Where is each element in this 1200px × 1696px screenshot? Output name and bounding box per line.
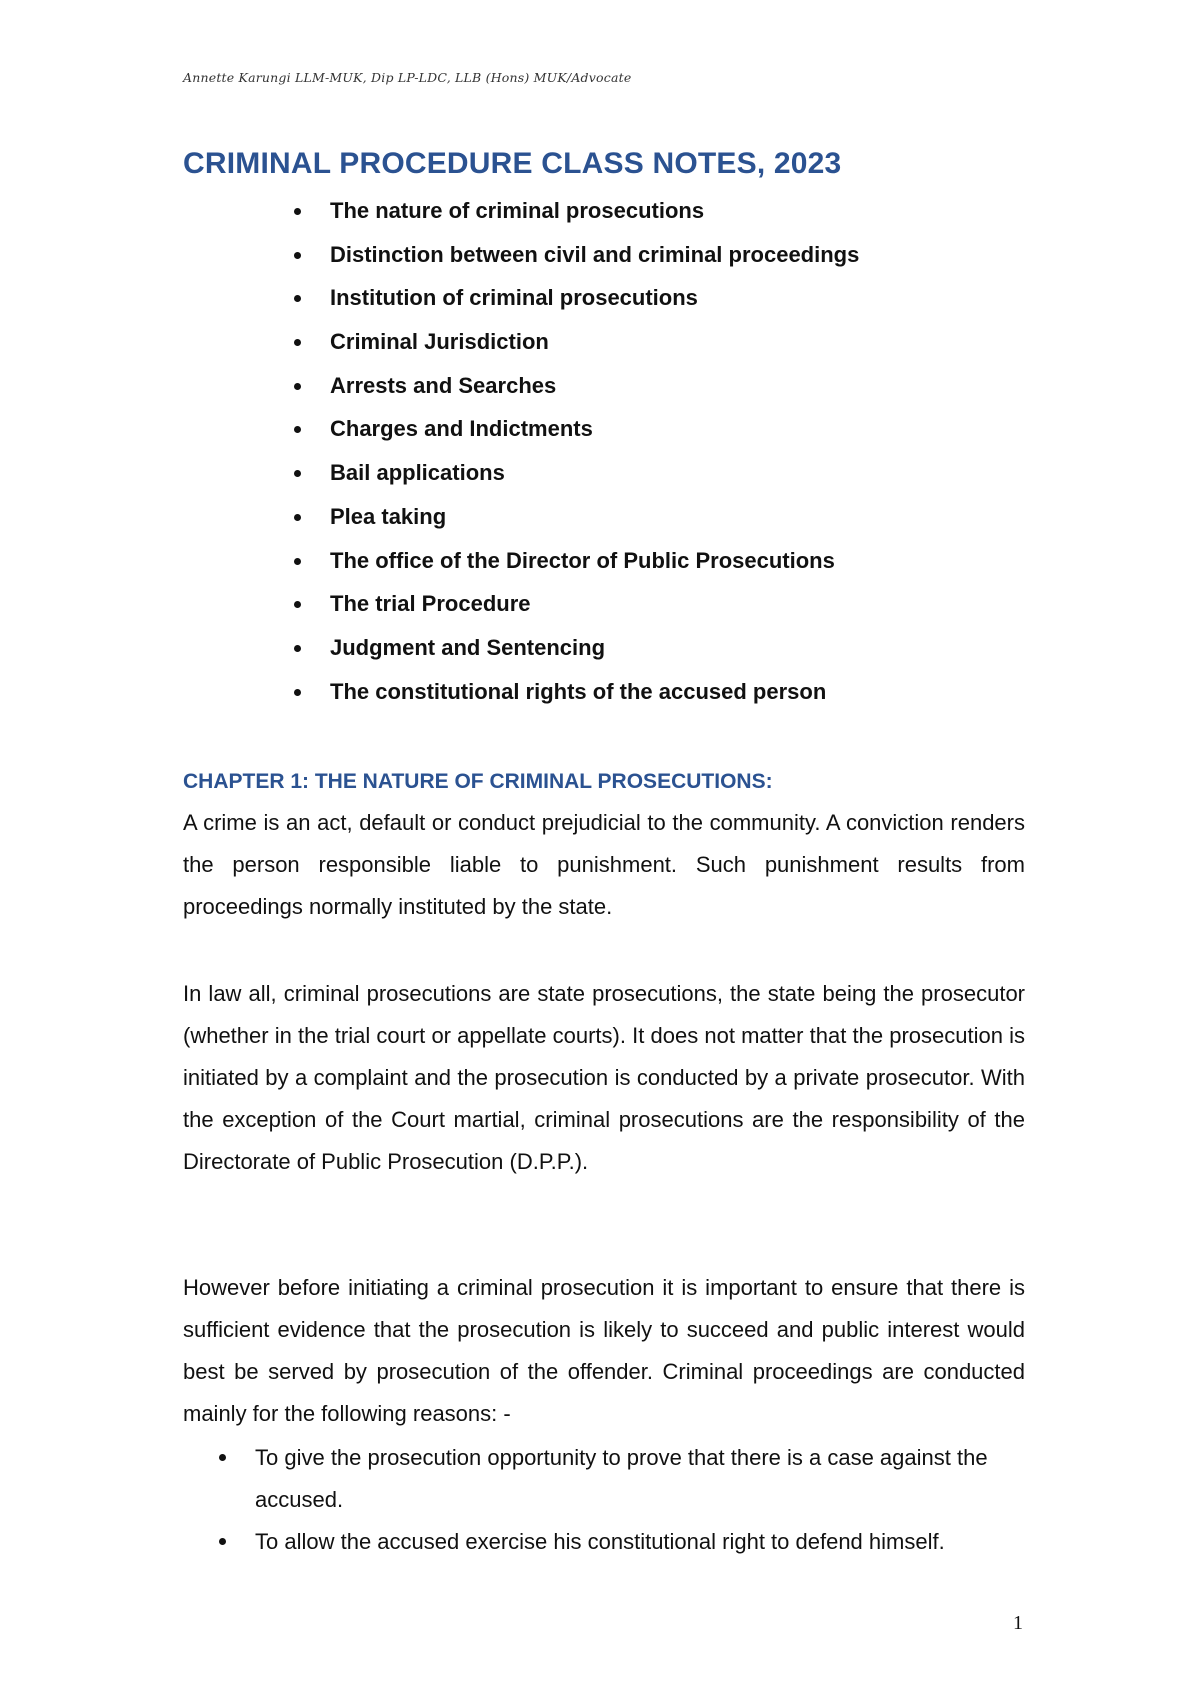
paragraph-state-prosecutions: In law all, criminal prosecutions are state prosecutions, the state being the prosecutor (whether in the trial court or appellate courts). It does not matter that the prosecution is initiated by a complaint and the prosecution is conducted by a private prosecutor. With the exception of the Court martial, criminal prosecutions are the responsibility of the Directorate of Public Prosecution (D.P.P.). xyxy=(183,981,1025,1174)
topic-item: The constitutional rights of the accused person xyxy=(290,680,859,724)
chapter-heading: CHAPTER 1: THE NATURE OF CRIMINAL PROSECUTIONS: xyxy=(183,770,773,793)
reason-item: To allow the accused exercise his constitutional right to defend himself. xyxy=(215,1521,1025,1563)
page-number: 1 xyxy=(1013,1612,1023,1634)
document-title: CRIMINAL PROCEDURE CLASS NOTES, 2023 xyxy=(183,147,842,180)
topic-item: Charges and Indictments xyxy=(290,417,859,461)
topic-item: Plea taking xyxy=(290,505,859,549)
topic-item: The office of the Director of Public Prosecutions xyxy=(290,549,859,593)
topic-list xyxy=(290,199,859,723)
topic-item: Distinction between civil and criminal proceedings xyxy=(290,243,859,287)
reason-item: To give the prosecution opportunity to prove that there is a case against the accused. xyxy=(215,1437,1025,1521)
topic-item: Bail applications xyxy=(290,461,859,505)
topic-item: Institution of criminal prosecutions xyxy=(290,286,859,330)
topic-item: The trial Procedure xyxy=(290,592,859,636)
topic-item: Arrests and Searches xyxy=(290,374,859,418)
topic-item: The nature of criminal prosecutions xyxy=(290,199,859,243)
topic-item: Criminal Jurisdiction xyxy=(290,330,859,374)
paragraph-initiating-prosecution: However before initiating a criminal prosecution it is important to ensure that there is sufficient evidence that the prosecution is likely to succeed and public interest would best be served by prosecution of the offender. Criminal proceedings are conducted mainly for the following reasons: - xyxy=(183,1275,1025,1426)
paragraph-crime-definition: A crime is an act, default or conduct prejudicial to the community. A conviction renders the person responsible liable to punishment. Such punishment results from proceedings normally instituted by the state. xyxy=(183,810,1025,919)
running-header: Annette Karungi LLM-MUK, Dip LP-LDC, LLB (Hons) MUK/Advocate xyxy=(183,70,632,85)
topic-item: Judgment and Sentencing xyxy=(290,636,859,680)
reasons-list xyxy=(215,1437,1025,1563)
